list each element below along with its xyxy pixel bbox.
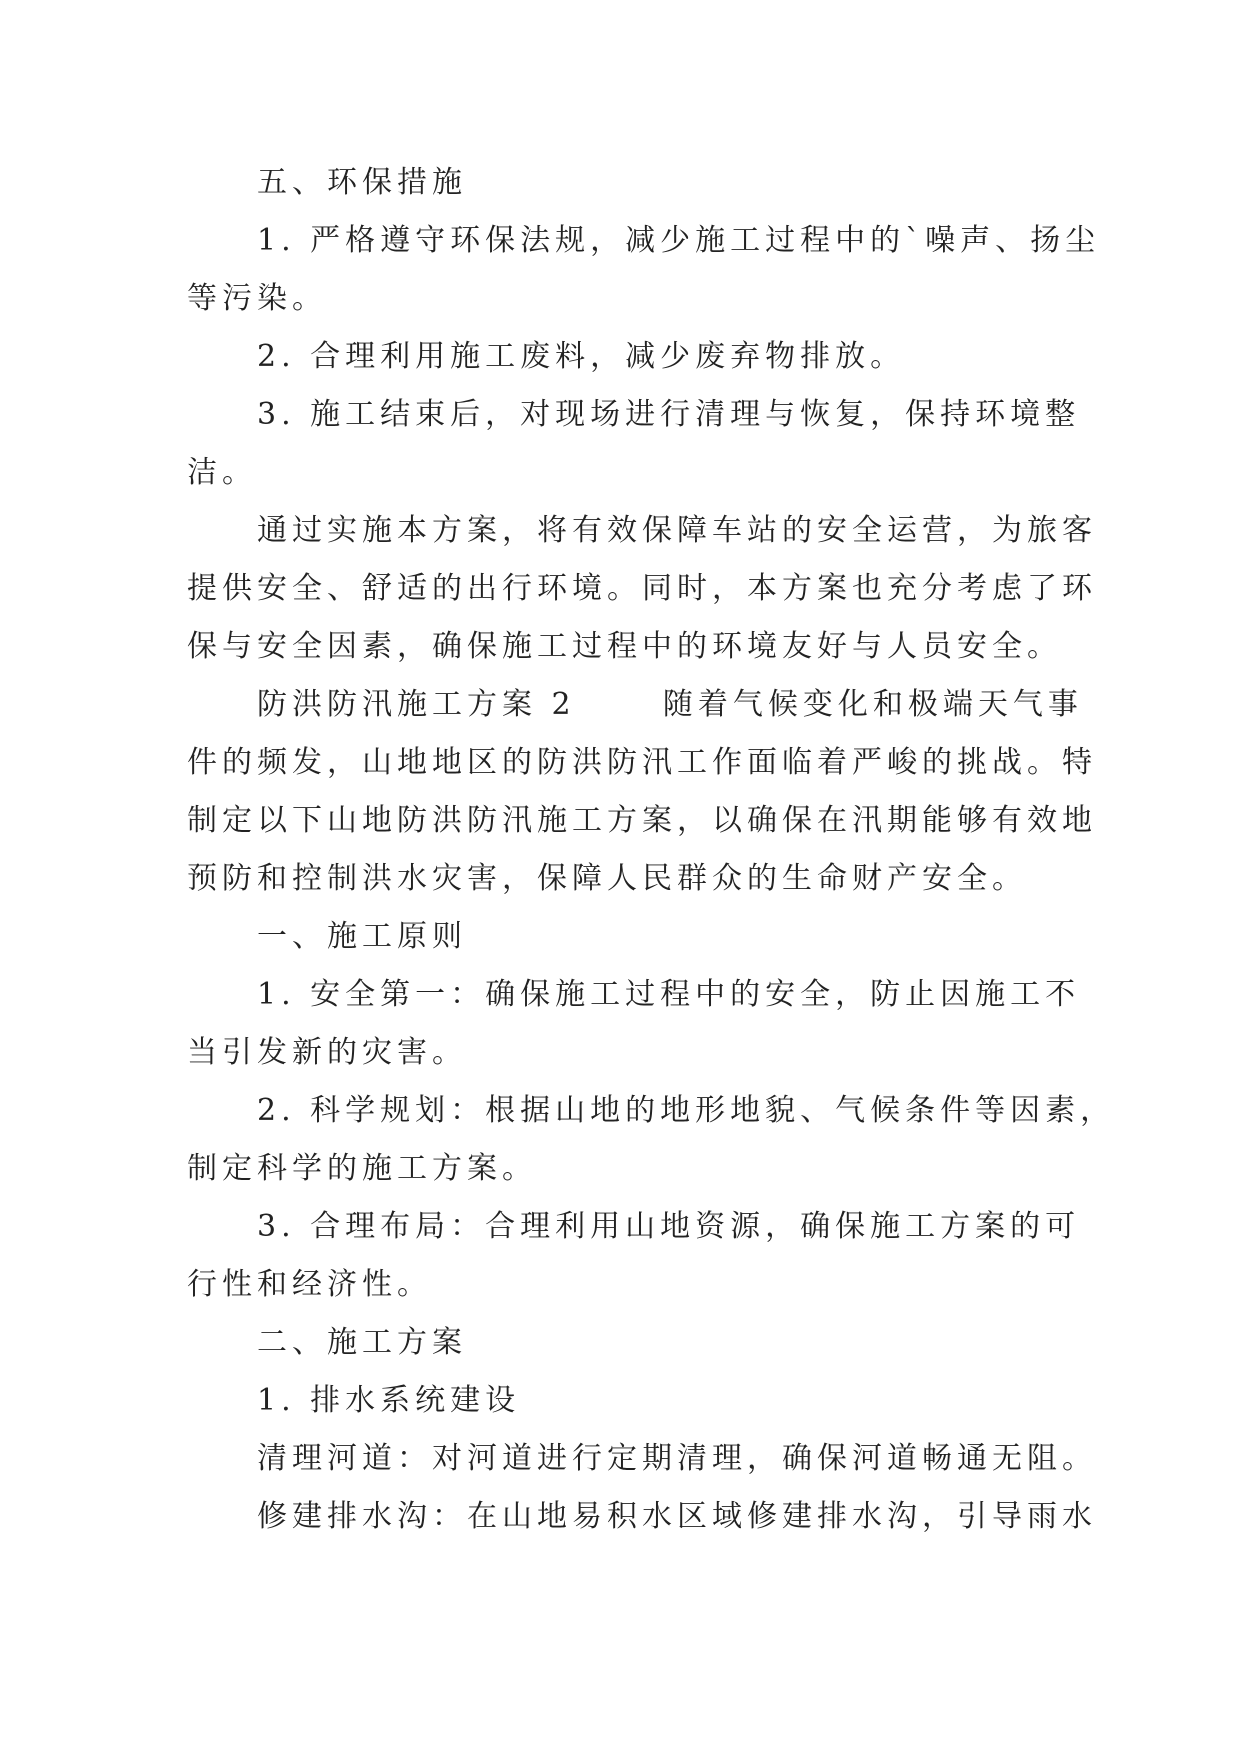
section-heading-environmental-measures: 五、环保措施 <box>257 165 467 200</box>
section-heading-construction-principles: 一、施工原则 <box>257 919 467 954</box>
text-line: 通过实施本方案，将有效保障车站的安全运营，为旅客 <box>257 513 1097 548</box>
text-line: 行性和经济性。 <box>187 1267 432 1302</box>
text-line: 制定以下山地防洪防汛施工方案，以确保在汛期能够有效地 <box>187 803 1097 838</box>
section-title-flood-plan-2: 防洪防汛施工方案 2 随着气候变化和极端天气事 <box>257 687 1083 722</box>
text-line: 2. 科学规划：根据山地的地形地貌、气候条件等因素， <box>257 1093 1116 1128</box>
text-line: 洁。 <box>187 455 257 490</box>
text-line: 3. 合理布局：合理利用山地资源，确保施工方案的可 <box>257 1209 1081 1244</box>
text-line: 当引发新的灾害。 <box>187 1035 467 1070</box>
section-heading-construction-plan: 二、施工方案 <box>257 1325 467 1360</box>
subsection-heading-drainage: 1. 排水系统建设 <box>257 1383 521 1418</box>
text-line: 1. 严格遵守环保法规，减少施工过程中的`噪声、扬尘 <box>257 223 1101 258</box>
text-line: 提供安全、舒适的出行环境。同时，本方案也充分考虑了环 <box>187 571 1097 606</box>
text-line: 修建排水沟：在山地易积水区域修建排水沟，引导雨水 <box>257 1499 1097 1534</box>
text-line: 3. 施工结束后，对现场进行清理与恢复，保持环境整 <box>257 397 1081 432</box>
text-line: 件的频发，山地地区的防洪防汛工作面临着严峻的挑战。特 <box>187 745 1097 780</box>
text-line: 2. 合理利用施工废料，减少废弃物排放。 <box>257 339 906 374</box>
document-body <box>187 154 1116 1546</box>
text-line: 等污染。 <box>187 281 327 316</box>
text-line: 1. 安全第一：确保施工过程中的安全，防止因施工不 <box>257 977 1081 1012</box>
text-line: 制定科学的施工方案。 <box>187 1151 537 1186</box>
text-line: 保与安全因素，确保施工过程中的环境友好与人员安全。 <box>187 629 1062 664</box>
text-line: 清理河道：对河道进行定期清理，确保河道畅通无阻。 <box>257 1441 1097 1476</box>
text-line: 预防和控制洪水灾害，保障人民群众的生命财产安全。 <box>187 861 1027 896</box>
